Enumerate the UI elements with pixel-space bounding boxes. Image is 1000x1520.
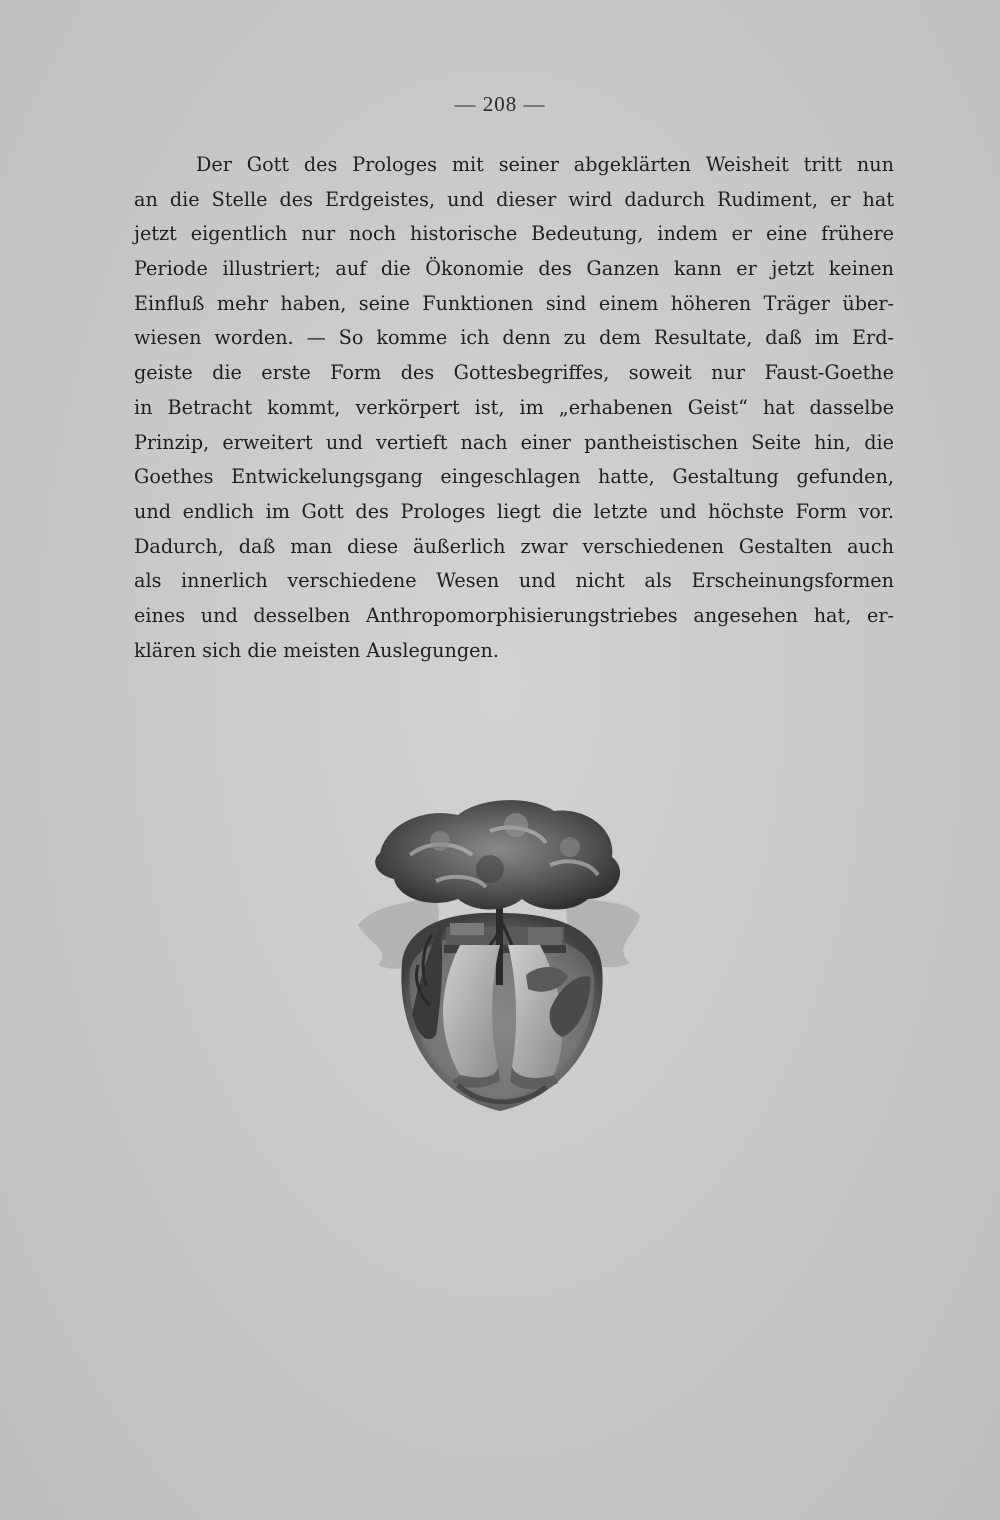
text-line: jetzt eigentlich nur noch historische Bedeutung, indem er eine frühere [134, 222, 894, 246]
text-line: Goethes Entwickelungsgang eingeschlagen hatte, Gestaltung gefunden, [134, 465, 894, 489]
text-line: geiste die erste Form des Gottesbegriffes, soweit nur Faust-Goethe [134, 361, 894, 385]
page-number: — 208 — [454, 92, 546, 116]
text-line: in Betracht kommt, verkörpert ist, im „erhabenen Geist“ hat dasselbe [134, 395, 894, 419]
text-line: Der Gott des Prologes mit seiner abgeklärten Weisheit tritt nun [196, 153, 894, 176]
text-line: an die Stelle des Erdgeistes, und dieser wird dadurch Rudiment, er hat [134, 187, 894, 211]
text-line: als innerlich verschiedene Wesen und nicht als Erscheinungsformen [134, 569, 894, 593]
body-paragraph [134, 148, 894, 668]
tree-grave-vignette-icon [340, 795, 660, 1125]
text-line: Periode illustriert; auf die Ökonomie des Ganzen kann er jetzt keinen [134, 257, 894, 281]
text-line: klären sich die meisten Auslegungen. [134, 638, 499, 662]
text-line: und endlich im Gott des Prologes liegt die letzte und höchste Form vor. [134, 499, 894, 523]
text-line: Dadurch, daß man diese äußerlich zwar verschiedenen Gestalten auch [134, 534, 894, 558]
text-line: Einfluß mehr haben, seine Funktionen sind einem höheren Träger über- [134, 291, 894, 315]
text-line: Prinzip, erweitert und vertieft nach einer pantheistischen Seite hin, die [134, 430, 894, 454]
text-line: eines und desselben Anthropomorphisierungstriebes angesehen hat, er- [134, 603, 894, 627]
text-line: wiesen worden. — So komme ich denn zu dem Resultate, daß im Erd- [134, 326, 894, 350]
